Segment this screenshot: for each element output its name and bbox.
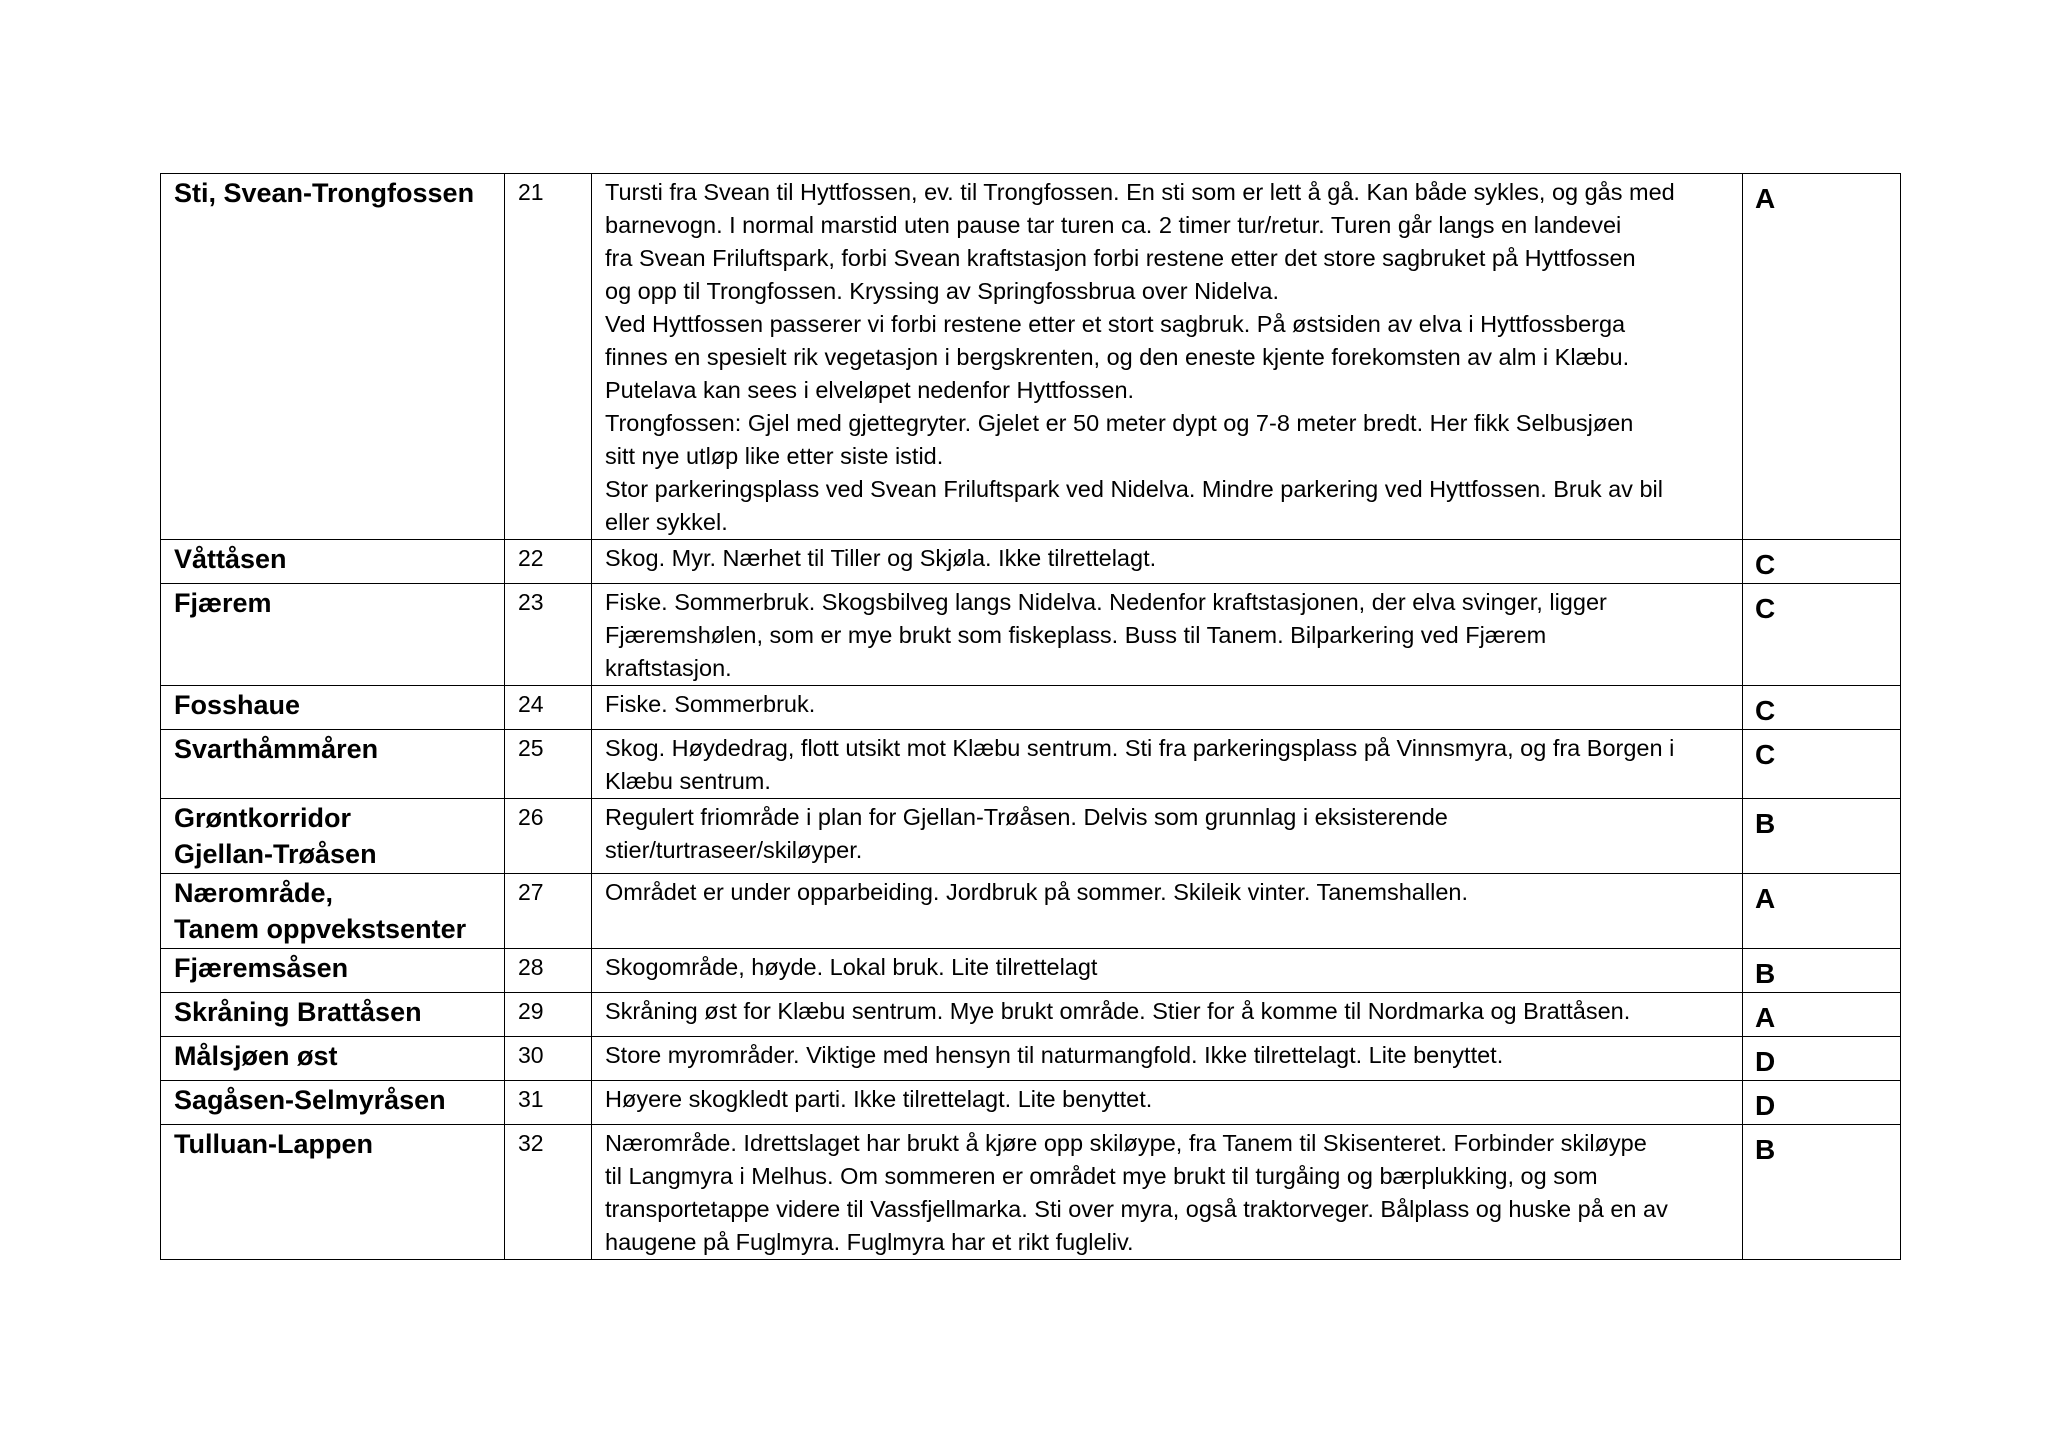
area-description-cell xyxy=(592,993,1743,1037)
area-description-line: Store myrområder. Viktige med hensyn til naturmangfold. Ikke tilrettelagt. Lite benyttet. xyxy=(605,1042,1504,1068)
table-row xyxy=(161,174,1901,540)
area-description-line: Skog. Myr. Nærhet til Tiller og Skjøla. Ikke tilrettelagt. xyxy=(605,545,1157,571)
area-name-text: Målsjøen øst xyxy=(174,1041,338,1071)
area-grade-cell xyxy=(1743,993,1901,1037)
table-row xyxy=(161,949,1901,993)
area-description-cell xyxy=(592,1125,1743,1260)
area-grade-cell xyxy=(1743,799,1901,874)
area-grade-cell xyxy=(1743,174,1901,540)
area-description-line: Tursti fra Svean til Hyttfossen, ev. til Trongfossen. En sti som er lett å gå. Kan både sykles, og gås med xyxy=(605,179,1675,205)
area-name-cell xyxy=(161,730,505,799)
table-row xyxy=(161,730,1901,799)
area-number-text: 24 xyxy=(518,691,544,717)
area-name-cell xyxy=(161,174,505,540)
area-name-text: Skråning Brattåsen xyxy=(174,997,422,1027)
table-body xyxy=(161,174,1901,1260)
area-number-cell xyxy=(505,874,592,949)
area-description-line: eller sykkel. xyxy=(605,509,728,535)
area-name-cell xyxy=(161,1081,505,1125)
area-name-cell xyxy=(161,1125,505,1260)
area-grade-cell xyxy=(1743,686,1901,730)
area-description-cell xyxy=(592,584,1743,686)
area-name-cell xyxy=(161,540,505,584)
area-number-text: 29 xyxy=(518,998,544,1024)
area-name-text: Grøntkorridor xyxy=(174,803,352,833)
area-name-cell xyxy=(161,949,505,993)
area-number-cell xyxy=(505,174,592,540)
area-description-cell xyxy=(592,174,1743,540)
area-description-line: transportetappe videre til Vassfjellmarka. Sti over myra, også traktorveger. Bålplass og huske på en av xyxy=(605,1196,1668,1222)
area-description-line: Ved Hyttfossen passerer vi forbi restene etter et stort sagbruk. På østsiden av elva i Hyttfossberga xyxy=(605,311,1626,337)
area-description-cell xyxy=(592,1081,1743,1125)
area-number-text: 25 xyxy=(518,735,544,761)
area-name-text: Gjellan-Trøåsen xyxy=(174,839,377,869)
area-name-text: Fjæremsåsen xyxy=(174,953,349,983)
area-description-line: Klæbu sentrum. xyxy=(605,768,771,794)
area-description-cell xyxy=(592,874,1743,949)
area-grade-text: C xyxy=(1755,549,1776,580)
area-grade-cell xyxy=(1743,584,1901,686)
area-name-text: Sti, Svean-Trongfossen xyxy=(174,178,475,208)
area-description-cell xyxy=(592,730,1743,799)
area-number-text: 32 xyxy=(518,1130,544,1156)
table-row xyxy=(161,540,1901,584)
area-description-line: Skog. Høydedrag, flott utsikt mot Klæbu sentrum. Sti fra parkeringsplass på Vinnsmyra, og fra Borgen i xyxy=(605,735,1675,761)
area-description-line: sitt nye utløp like etter siste istid. xyxy=(605,443,944,469)
area-grade-text: A xyxy=(1755,183,1776,214)
area-table xyxy=(160,173,1901,1260)
area-description-cell xyxy=(592,1037,1743,1081)
table-row xyxy=(161,1037,1901,1081)
area-number-text: 23 xyxy=(518,589,544,615)
table-row xyxy=(161,993,1901,1037)
area-description-line: Trongfossen: Gjel med gjettegryter. Gjelet er 50 meter dypt og 7-8 meter bredt. Her fikk Selbusjøen xyxy=(605,410,1634,436)
area-grade-cell xyxy=(1743,540,1901,584)
table-row xyxy=(161,686,1901,730)
area-description-line: finnes en spesielt rik vegetasjon i bergskrenten, og den eneste kjente forekomsten av alm i Klæbu. xyxy=(605,344,1630,370)
area-description-line: Området er under opparbeiding. Jordbruk på sommer. Skileik vinter. Tanemshallen. xyxy=(605,879,1468,905)
area-number-text: 21 xyxy=(518,179,544,205)
area-number-text: 31 xyxy=(518,1086,544,1112)
area-grade-cell xyxy=(1743,730,1901,799)
table-row xyxy=(161,1125,1901,1260)
area-description-cell xyxy=(592,540,1743,584)
area-number-cell xyxy=(505,993,592,1037)
area-number-text: 26 xyxy=(518,804,544,830)
area-name-cell xyxy=(161,874,505,949)
area-name-cell xyxy=(161,993,505,1037)
area-description-line: Regulert friområde i plan for Gjellan-Trøåsen. Delvis som grunnlag i eksisterende xyxy=(605,804,1448,830)
area-number-cell xyxy=(505,1081,592,1125)
area-description-line: Fiske. Sommerbruk. Skogsbilveg langs Nidelva. Nedenfor kraftstasjonen, der elva svinger, ligger xyxy=(605,589,1607,615)
area-number-text: 22 xyxy=(518,545,544,571)
area-name-text: Fosshaue xyxy=(174,690,301,720)
area-description-line: haugene på Fuglmyra. Fuglmyra har et rikt fugleliv. xyxy=(605,1229,1134,1255)
area-number-cell xyxy=(505,540,592,584)
area-description-line: kraftstasjon. xyxy=(605,655,732,681)
area-name-cell xyxy=(161,799,505,874)
area-name-text: Våttåsen xyxy=(174,544,287,574)
area-name-cell xyxy=(161,686,505,730)
area-number-cell xyxy=(505,949,592,993)
area-number-text: 27 xyxy=(518,879,544,905)
area-grade-cell xyxy=(1743,874,1901,949)
table-row xyxy=(161,1081,1901,1125)
area-description-line: Putelava kan sees i elveløpet nedenfor Hyttfossen. xyxy=(605,377,1135,403)
area-grade-text: B xyxy=(1755,1134,1776,1165)
area-number-cell xyxy=(505,1125,592,1260)
area-grade-text: D xyxy=(1755,1090,1776,1121)
area-name-text: Svarthåmmåren xyxy=(174,734,379,764)
area-name-text: Tulluan-Lappen xyxy=(174,1129,373,1159)
area-grade-cell xyxy=(1743,949,1901,993)
area-number-cell xyxy=(505,730,592,799)
area-name-cell xyxy=(161,584,505,686)
area-number-cell xyxy=(505,1037,592,1081)
area-description-line: og opp til Trongfossen. Kryssing av Springfossbrua over Nidelva. xyxy=(605,278,1280,304)
area-description-cell xyxy=(592,949,1743,993)
area-grade-text: A xyxy=(1755,883,1776,914)
area-number-cell xyxy=(505,686,592,730)
area-grade-text: B xyxy=(1755,958,1776,989)
area-grade-cell xyxy=(1743,1037,1901,1081)
area-description-line: Skråning øst for Klæbu sentrum. Mye brukt område. Stier for å komme til Nordmarka og Brattåsen. xyxy=(605,998,1631,1024)
table-row xyxy=(161,584,1901,686)
area-name-cell xyxy=(161,1037,505,1081)
area-description-line: Stor parkeringsplass ved Svean Friluftspark ved Nidelva. Mindre parkering ved Hyttfossen. Bruk av bil xyxy=(605,476,1663,502)
area-number-cell xyxy=(505,799,592,874)
area-description-line: til Langmyra i Melhus. Om sommeren er området mye brukt til turgåing og bærplukking, og som xyxy=(605,1163,1598,1189)
area-grade-text: A xyxy=(1755,1002,1776,1033)
table-row xyxy=(161,799,1901,874)
area-grade-text: C xyxy=(1755,695,1776,726)
area-description-line: stier/turtraseer/skiløyper. xyxy=(605,837,863,863)
area-name-text: Nærområde, xyxy=(174,878,334,908)
area-description-line: fra Svean Friluftspark, forbi Svean kraftstasjon forbi restene etter det store sagbruket på Hyttfossen xyxy=(605,245,1636,271)
area-grade-cell xyxy=(1743,1081,1901,1125)
area-number-cell xyxy=(505,584,592,686)
area-name-text: Tanem oppvekstsenter xyxy=(174,914,467,944)
area-number-text: 28 xyxy=(518,954,544,980)
area-description-line: Skogområde, høyde. Lokal bruk. Lite tilrettelagt xyxy=(605,954,1098,980)
area-description-line: Fiske. Sommerbruk. xyxy=(605,691,816,717)
table-row xyxy=(161,874,1901,949)
area-grade-text: C xyxy=(1755,739,1776,770)
area-number-text: 30 xyxy=(518,1042,544,1068)
area-description-line: Fjæremshølen, som er mye brukt som fiskeplass. Buss til Tanem. Bilparkering ved Fjærem xyxy=(605,622,1547,648)
area-description-line: Høyere skogkledt parti. Ikke tilrettelagt. Lite benyttet. xyxy=(605,1086,1153,1112)
area-name-text: Sagåsen-Selmyråsen xyxy=(174,1085,446,1115)
area-description-cell xyxy=(592,686,1743,730)
area-grade-text: D xyxy=(1755,1046,1776,1077)
area-grade-text: C xyxy=(1755,593,1776,624)
area-grade-text: B xyxy=(1755,808,1776,839)
area-grade-cell xyxy=(1743,1125,1901,1260)
area-description-cell xyxy=(592,799,1743,874)
area-description-line: Nærområde. Idrettslaget har brukt å kjøre opp skiløype, fra Tanem til Skisenteret. Forbinder skiløype xyxy=(605,1130,1647,1156)
area-name-text: Fjærem xyxy=(174,588,272,618)
area-description-line: barnevogn. I normal marstid uten pause tar turen ca. 2 timer tur/retur. Turen går langs en landevei xyxy=(605,212,1622,238)
